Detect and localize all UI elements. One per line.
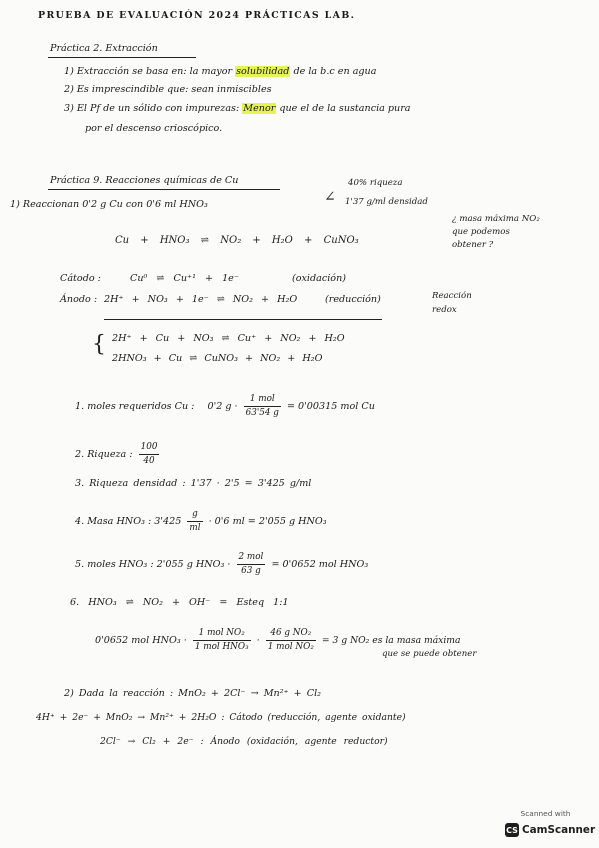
heading-underline [48,57,196,58]
step2-fraction [139,442,160,467]
camscanner-badge [503,808,596,840]
p9-line1: 1) Reaccionan 0'2 g Cu con 0'6 ml HNO₃ [10,199,208,210]
badge-caption: Scanned with [520,809,571,818]
catodo-equation: Cu⁰ ⇌ Cu⁺¹ + 1e⁻ [130,273,239,284]
step2-den: 40 [143,456,155,466]
step5 [75,552,368,577]
step2-num: 100 [139,442,160,455]
step1-rhs: = 0'00315 mol Cu [286,401,375,412]
step1 [75,394,375,419]
dot-symbol: · [256,635,260,646]
step6b-den2: 1 mol NO₂ [267,642,314,652]
step1-fraction [244,394,281,419]
step5-fraction [237,552,266,577]
question-line2: que podemos [452,227,510,237]
step6b-rhs: = 3 g NO₂ es la masa máxima [321,635,461,646]
step2-label: 2. Riqueza : [75,449,133,460]
heading-underline [48,189,280,190]
step1-num: 1 mol [244,394,281,407]
step6b-num1: 1 mol NO₂ [193,628,251,641]
badge-row [505,822,595,838]
page-title: PRUEBA DE EVALUACIÓN 2024 PRÁCTICAS LAB. [38,10,356,21]
part2-oxidation: 2Cl⁻ → Cl₂ + 2e⁻ : Ánodo (oxidación, agente reductor) [100,736,388,747]
catodo-label: Cátodo : [60,273,101,284]
step4-rhs: · 0'6 ml = 2'055 g HNO₃ [208,516,327,527]
sum-line [104,319,382,320]
p2-line3 [64,103,411,115]
part2-reduction: 4H⁺ + 2e⁻ + MnO₂ → Mn²⁺ + 2H₂O : Cátodo (reducción, agente oxidante) [36,712,406,723]
p2-line1-prefix: 1) Extracción se basa en: la mayor [64,66,236,77]
step2 [75,442,162,467]
step6b-fraction-1 [193,628,251,653]
anodo-label: Ánodo : [60,294,98,305]
step4 [75,509,327,534]
p2-line3-cont: por el descenso crioscópico. [85,123,223,134]
riqueza-note: 40% riqueza [348,178,403,188]
bracket-symbol: ∠ [324,189,336,205]
step4-den: ml [189,523,201,533]
sum-equation-1: 2H⁺ + Cu + NO₃ ⇌ Cu⁺ + NO₂ + H₂O [112,333,345,344]
step6b-den1: 1 mol HNO₃ [194,642,249,652]
step6b-lhs: 0'0652 mol HNO₃ · [95,635,187,646]
question-line1: ¿ masa máxima NO₂ [452,214,540,224]
step4-label: 4. Masa HNO₃ : 3'425 [75,516,182,527]
practica2-heading: Práctica 2. Extracción [50,43,158,54]
step5-rhs: = 0'0652 mol HNO₃ [271,559,369,570]
part2-line: 2) Dada la reacción : MnO₂ + 2Cl⁻ → Mn²⁺ + Cl₂ [64,688,322,699]
step1-label: 1. moles requeridos Cu : [75,401,195,412]
step6b-num2: 46 g NO₂ [266,628,316,641]
practica9-heading: Práctica 9. Reacciones químicas de Cu [50,175,239,186]
step4-fraction [187,509,202,534]
redox-note-2: redox [432,305,457,315]
p2-line3-highlight: Menor [243,103,276,114]
redox-note-1: Reacción [432,291,472,301]
main-equation: Cu + HNO₃ ⇌ NO₂ + H₂O + CuNO₃ [115,235,359,246]
step5-num: 2 mol [237,552,266,565]
anodo-equation: 2H⁺ + NO₃ + 1e⁻ ⇌ NO₂ + H₂O [104,294,298,305]
camscanner-logo-icon: CS [505,823,519,837]
p2-line1-highlight: solubilidad [236,66,290,77]
p2-line3-suffix: que el de la sustancia pura [276,103,411,114]
sum-equation-2: 2HNO₃ + Cu ⇌ CuNO₃ + NO₂ + H₂O [112,353,323,364]
question-line3: obtener ? [452,240,494,250]
step6b-rhs2: que se puede obtener [382,649,477,659]
p2-line1 [64,66,376,78]
step6: 6. HNO₃ ⇌ NO₂ + OH⁻ = Esteq 1:1 [70,597,289,608]
p2-line3-prefix: 3) El Pf de un sólido con impurezas: [64,103,243,114]
step5-label: 5. moles HNO₃ : 2'055 g HNO₃ · [75,559,231,570]
catodo-note: (oxidación) [292,273,346,284]
brace-symbol: { [92,332,106,357]
densidad-note: 1'37 g/ml densidad [345,197,428,207]
step6b-fraction-2 [266,628,316,653]
anodo-note: (reducción) [325,294,381,305]
p2-line2: 2) Es imprescindible que: sean inmiscibles [64,84,272,95]
p2-line1-suffix: de la b.c en agua [290,66,377,77]
step1-lhs: 0'2 g · [207,401,238,412]
step3: 3. Riqueza densidad : 1'37 · 2'5 = 3'425 g/ml [75,478,312,489]
badge-name: CamScanner [522,824,596,836]
step1-den: 63'54 g [245,408,279,418]
step4-num: g [187,509,202,522]
step5-den: 63 g [241,566,261,576]
